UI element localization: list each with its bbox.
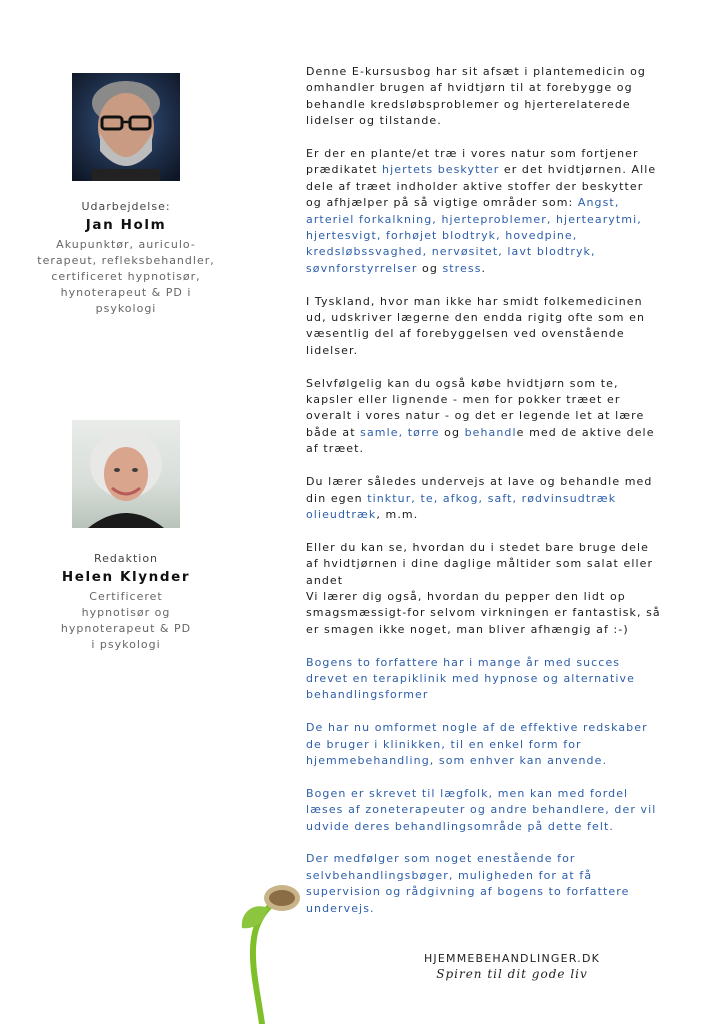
paragraph-intro: Denne E-kursusbog har sit afsæt i plantemedicin og omhandler brugen af hvidtjørn til at forebygge og behandle kredsløbsproblemer og hjerterelaterede lidelser og tilstande. <box>306 65 646 128</box>
paragraph-meals: Eller du kan se, hvordan du i stedet bare bruge dele af hvidtjørnen i dine daglige måltider som salat eller andet Vi lærer dig også, hvordan du pepper den lidt op smagsmæssigt-for selvom virkningen er fantastisk, så er smagen ikke noget, man bliver afhængig af :-) <box>306 540 661 636</box>
paragraph-heart-protector: Er der en plante/et træ i vores natur som fortjener prædikatet hjertets beskytter er det hvidtjørnen. Alle dele af træet indholder aktive stoffer der beskytter og afhjælper på så vigtige områder som: Angst, arteriel forkalkning, hjerteproblemer, hjertearytmi, hjertesvigt, forhøjet blodtryk, hovedpine, kredsløbssvaghed, nervøsitet, lavt blodtryk, søvnforstyrrelser og stress. <box>306 147 657 275</box>
paragraph-authors: Bogens to forfattere har i mange år med succes drevet en terapiklinik med hypnose og alternative behandlingsformer <box>306 655 635 702</box>
paragraph-tools: De har nu omformet nogle af de effektive redskaber de bruger i klinikken, til en enkel form for hjemmebehandling, som enhver kan anvende. <box>306 721 648 767</box>
brand-name: HJEMMEBEHANDLINGER.DK <box>423 952 601 965</box>
paragraph-germany: I Tyskland, hvor man ikke har smidt folkemedicinen ud, udskriver lægerne den endda rigitg ofte som en væsentlig del af forebyggelsen ved ovenstående lidelser. <box>306 294 646 357</box>
paragraph-collect: Selvfølgelig kan du også købe hvidtjørn som te, kapsler eller lignende - men for pokker træet er overalt i vores natur - og det er legende let at lære både at samle, tørre og behandle med de aktive dele af træet. <box>306 376 655 456</box>
editor-portrait-image <box>72 420 180 528</box>
editor-role: Redaktion <box>93 552 159 565</box>
author-photo <box>72 73 180 181</box>
highlight-stress: stress <box>442 261 482 275</box>
editor-description: Certificeret hypnotisør og hypnoterapeut & PD i psykologi <box>60 590 192 651</box>
author-role: Udarbejdelse: <box>81 200 171 213</box>
highlight-collect-dry: samle, tørre <box>360 425 440 439</box>
editor-name: Helen Klynder <box>61 569 191 585</box>
author-name: Jan Holm <box>85 217 167 233</box>
footer <box>392 952 632 981</box>
paragraph-preparations: Du lærer således undervejs at lave og behandle med din egen tinktur, te, afkog, saft, rødvinsudtræk olieudtræk, m.m. <box>306 475 653 521</box>
brand-tagline: Spiren til dit gode liv <box>436 967 588 981</box>
author-block <box>30 200 222 317</box>
highlight-treat: behandl <box>464 425 517 439</box>
author-portrait-image <box>72 73 180 181</box>
highlight-heart-protector: hjertets beskytter <box>382 163 500 177</box>
author-description: Akupunktør, auriculo- terapeut, refleksbehandler, certificeret hypnotisør, hynoterapeut & PD i psykologi <box>37 238 215 315</box>
paragraph-supervision: Der medfølger som noget enestående for selvbehandlingsbøger, muligheden for at få supervision og rådgivning af bogens to forfattere undervejs. <box>306 852 630 915</box>
highlight-conditions-list: Angst, arteriel forkalkning, hjerteproblemer, hjertearytmi, hjertesvigt, forhøjet blodtryk, hovedpine, kredsløbssvaghed, nervøsitet, lavt blodtryk, søvnforstyrrelser <box>306 196 642 275</box>
highlight-preparations: tinktur, te, afkog, saft, rødvinsudtræk olieudtræk <box>306 491 617 521</box>
paragraph-audience: Bogen er skrevet til lægfolk, men kan med fordel læses af zoneterapeuter og andre behandlere, der vil udvide deres behandlingsområde på dette felt. <box>306 786 657 833</box>
main-text <box>306 64 662 933</box>
editor-photo <box>72 420 180 528</box>
editor-block <box>30 552 222 653</box>
sprout-illustration <box>232 884 304 1024</box>
